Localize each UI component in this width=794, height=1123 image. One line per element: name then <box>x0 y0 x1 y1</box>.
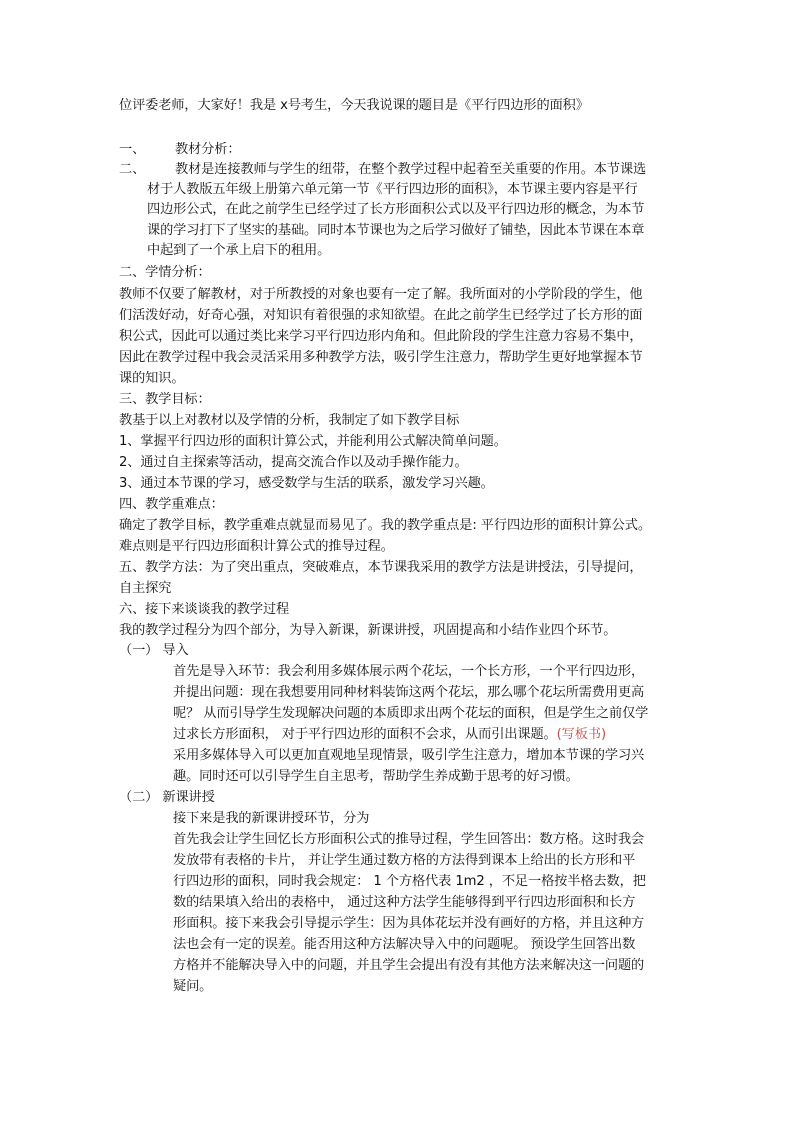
section-3-line: 2、通过自主探索等活动，提高交流合作以及动手操作能力。 <box>119 455 468 470</box>
section-2-title: 二、学情分析： <box>119 265 211 280</box>
part-1-line: 呢？ 从而引导学生发现解决问题的本质即求出两个花坛的面积，但是学生之前仅学 <box>173 706 649 721</box>
section-3-line: 教基于以上对教材以及学情的分析，我制定了如下教学目标 <box>119 413 460 428</box>
section-2-line: 们活泼好动，好奇心强，对知识有着很强的求知欲望。在此之前学生已经学过了长方形的面 <box>119 308 643 323</box>
part-1-line-text: 过求长方形面积， 对于平行四边形的面积不会求，从而引出课题。 <box>173 727 557 742</box>
section-1-body-marker: 二、 <box>119 162 146 177</box>
part-1-line: 并提出问题：现在我想要用同种材料装饰这两个花坛，那么哪个花坛所需费用更高 <box>173 685 645 700</box>
part-2-line: 发放带有表格的卡片， 并让学生通过数方格的方法得到课本上给出的长方形和平 <box>173 853 636 868</box>
part-2-heading: （二） 新课讲授 <box>119 790 215 805</box>
section-5-line: 五、教学方法：为了突出重点，突破难点，本节课我采用的教学方法是讲授法，引导提问， <box>119 560 643 575</box>
part-2-line: 接下来是我的新课讲授环节，分为 <box>173 811 370 826</box>
section-1-body-first-text: 教材是连接教师与学生的纽带，在整个教学过程中起着至关重要的作用。本节课选 <box>175 162 647 177</box>
section-2-line: 积公式，因此可以通过类比来学习平行四边形内角和。但此阶段的学生注意力容易不集中， <box>119 329 643 344</box>
section-3-title: 三、教学目标： <box>119 392 211 407</box>
section-2-line: 课的知识。 <box>119 371 185 386</box>
section-1-body-line: 中起到了一个承上启下的租用。 <box>147 243 331 258</box>
part-1-line: 首先是导入环节：我会利用多媒体展示两个花坛，一个长方形，一个平行四边形， <box>173 664 645 679</box>
part-1-line: 趣。同时还可以引导学生自主思考，帮助学生养成勤于思考的好习惯。 <box>173 769 579 784</box>
part-1-line: 采用多媒体导入可以更加直观地呈现情景，吸引学生注意力，增加本节课的学习兴 <box>173 748 645 763</box>
section-1-body-line: 材于人教版五年级上册第六单元第一节《平行四边形的面积》，本节课主要内容是平行 <box>147 182 638 197</box>
section-3-line: 3、通过本节课的学习，感受数学与生活的联系，激发学习兴趣。 <box>119 476 494 491</box>
section-6-line: 我的教学过程分为四个部分，为导入新课，新课讲授，巩固提高和小结作业四个环节。 <box>119 623 617 638</box>
part-2-line: 首先我会让学生回忆长方形面积公式的推导过程，学生回答出：数方格。这时我会 <box>173 832 645 847</box>
section-6-title: 六、接下来谈谈我的教学过程 <box>119 602 290 617</box>
section-5-line: 自主探究 <box>119 581 172 596</box>
part-2-line: 疑问。 <box>173 979 213 994</box>
intro-line: 位评委老师，大家好！我是 x号考生，今天我说课的题目是《平行四边形的面积》 <box>119 98 589 113</box>
section-1-heading <box>119 140 240 160</box>
part-2-line: 数的结果填入给出的表格中， 通过这种方法学生能够得到平行四边形面积和长方 <box>173 895 636 910</box>
section-4-title: 四、教学重难点： <box>119 497 224 512</box>
section-1-body-first <box>119 160 646 180</box>
section-1-title: 教材分析： <box>175 142 241 157</box>
part-1-line <box>173 725 606 745</box>
part-2-line: 形面积。接下来我会引导提示学生：因为具体花坛并没有画好的方格，并且这种方 <box>173 916 645 931</box>
section-4-line: 确定了教学目标，教学重难点就显而易见了。我的教学重点是: 平行四边形的面积计算公式。 <box>119 518 651 533</box>
section-2-line: 教师不仅要了解教材，对于所教授的对象也要有一定了解。我所面对的小学阶段的学生，他 <box>119 287 643 302</box>
board-note: (写板书) <box>556 727 606 742</box>
section-3-line: 1、掌握平行四边形的面积计算公式，并能利用公式解决简单问题。 <box>119 434 507 449</box>
part-2-line: 法也会有一定的误差。能否用这种方法解决导入中的问题呢。 预设学生回答出数 <box>173 937 636 952</box>
part-2-line: 行四边形的面积，同时我会规定： 1 个方格代表 1m2 ，不足一格按半格去数，把 <box>173 874 646 889</box>
section-1-body-line: 四边形公式，在此之前学生已经学过了长方形面积公式以及平行四边形的概念，为本节 <box>147 202 645 217</box>
section-1-marker: 一、 <box>119 142 146 157</box>
section-1-body-line: 课的学习打下了坚实的基础。同时本节课也为之后学习做好了铺垫，因此本节课在本章 <box>147 223 645 238</box>
section-4-line: 难点则是平行四边形面积计算公式的推导过程。 <box>119 539 394 554</box>
part-2-line: 方格并不能解决导入中的问题，并且学生会提出有没有其他方法来解决这一问题的 <box>173 958 645 973</box>
section-2-line: 因此在教学过程中我会灵活采用多种教学方法，吸引学生注意力，帮助学生更好地掌握本节 <box>119 350 643 365</box>
part-1-heading: （一） 导入 <box>119 643 189 658</box>
